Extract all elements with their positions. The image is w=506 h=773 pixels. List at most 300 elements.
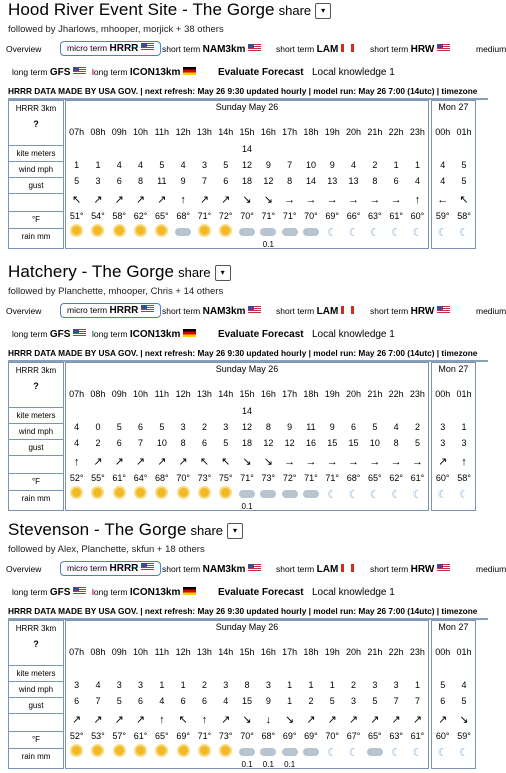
model-info-banner — [8, 606, 488, 616]
wind-cell: 11 — [306, 422, 316, 432]
cloud-icon — [258, 746, 279, 756]
share-button[interactable]: share — [278, 3, 312, 18]
sun-icon — [87, 488, 108, 499]
sun-icon — [151, 226, 172, 237]
moon-icon-shape: ☾ — [459, 489, 469, 501]
cloud-icon-shape — [239, 748, 255, 756]
wind-direction-arrow: → — [326, 456, 338, 468]
wind-cell: 12 — [242, 160, 253, 170]
cloud-icon-shape — [260, 228, 276, 236]
flag-ca-icon — [341, 564, 354, 572]
wind-cell: 5 — [440, 680, 446, 690]
gust-cell: 16 — [305, 438, 316, 448]
tab-model: LAM — [316, 564, 339, 575]
wind-direction-arrow: ↑ — [73, 456, 80, 468]
tab-short-hrw[interactable] — [370, 306, 450, 317]
gust-cell: 12 — [284, 438, 295, 448]
wind-cell: 6 — [351, 422, 357, 432]
moon-icon — [432, 488, 453, 501]
cloud-icon-shape — [239, 490, 255, 498]
hour-label: 18h — [303, 647, 319, 657]
tab-short-hrw[interactable] — [370, 564, 450, 575]
temp-cell: 52° — [69, 473, 84, 483]
wind-cell: 3 — [116, 680, 122, 690]
gust-cell: 14 — [305, 176, 316, 186]
gust-cell: 15 — [327, 438, 338, 448]
wind-direction-arrow: ↖ — [72, 194, 82, 206]
tab-model: LAM — [316, 306, 339, 317]
wind-cell: 4 — [351, 160, 357, 170]
wind-cell: 1 — [393, 160, 399, 170]
tab-label: medium — [476, 564, 506, 574]
wind-cell: 2 — [351, 680, 357, 690]
moon-icon — [386, 746, 407, 759]
sun-icon-shape — [136, 488, 145, 497]
hour-label: 16h — [260, 389, 276, 399]
gust-cell: 5 — [461, 176, 467, 186]
wind-cell: 3 — [223, 680, 229, 690]
tab-long-icon13km[interactable] — [92, 587, 196, 598]
evaluate-forecast-link[interactable]: Evaluate Forecast — [218, 587, 304, 598]
tab-overview[interactable] — [6, 564, 41, 574]
moon-icon-shape: ☾ — [348, 747, 359, 759]
cloud-icon-shape — [282, 228, 298, 236]
model-tabs — [0, 562, 506, 580]
wind-direction-arrow: ↗ — [199, 194, 210, 206]
temp-cell: 55° — [91, 473, 105, 483]
wind-cell: 5 — [159, 160, 165, 170]
spot-title[interactable]: Stevenson - The Gorge — [8, 520, 187, 539]
gust-cell: 9 — [265, 696, 271, 706]
tab-short-lam[interactable] — [276, 564, 354, 575]
tab-short-hrw[interactable] — [370, 44, 450, 55]
tab-short-lam[interactable] — [276, 44, 354, 55]
wind-direction-arrow: ↗ — [135, 714, 146, 726]
gust-cell: 6 — [138, 696, 144, 706]
gust-cell: 8 — [138, 176, 144, 186]
tab-micro-hrrr[interactable] — [60, 41, 161, 56]
tab-label: short term — [276, 306, 315, 316]
flag-us-icon — [73, 587, 86, 595]
followers-text[interactable]: followed by Jharlows, mhooper, morjick + 38 others — [8, 24, 224, 35]
cloud-icon-shape — [175, 228, 191, 236]
wind-direction-arrow: → — [326, 194, 338, 206]
gust-cell: 7 — [414, 696, 420, 706]
gust-cell: 4 — [74, 438, 80, 448]
wind-cell: 4 — [393, 422, 399, 432]
wind-cell: 3 — [440, 422, 446, 432]
cloud-icon — [258, 226, 279, 236]
sun-icon — [173, 488, 194, 499]
banner-source: HRRR DATA MADE BY USA GOV. — [8, 348, 138, 358]
share-button[interactable]: share — [190, 523, 224, 538]
moon-icon-shape: ☾ — [391, 489, 402, 501]
wind-cell: 8 — [265, 422, 271, 432]
followers-text[interactable]: followed by Alex, Planchette, skfun + 18 others — [8, 544, 205, 555]
moon-icon-shape: ☾ — [391, 227, 402, 239]
hour-label: 17h — [282, 127, 298, 137]
gust-cell: 5 — [116, 696, 122, 706]
gust-cell: 6 — [223, 176, 229, 186]
flag-de-icon — [183, 67, 196, 75]
wind-cell: 2 — [201, 680, 207, 690]
temp-cell: 61° — [133, 731, 148, 741]
local-knowledge-link[interactable] — [312, 329, 395, 340]
sun-icon — [151, 488, 172, 499]
tab-overview[interactable] — [6, 306, 41, 316]
wind-cell: 1 — [74, 160, 80, 170]
hour-label: 17h — [282, 389, 298, 399]
sun-icon — [130, 226, 151, 237]
wind-direction-arrow: ↘ — [285, 714, 295, 726]
temp-cell: 52° — [69, 731, 84, 741]
hour-label: 15h — [239, 389, 255, 399]
wind-direction-arrow: ← — [437, 194, 449, 206]
local-knowledge-label: Local knowledge — [312, 587, 387, 598]
hour-label: 20h — [346, 389, 362, 399]
hour-label: 22h — [388, 647, 404, 657]
gust-cell: 6 — [201, 438, 207, 448]
wind-cell: 1 — [308, 680, 314, 690]
temp-cell: 61° — [410, 473, 425, 483]
hour-label: 14h — [218, 389, 234, 399]
hour-label: 09h — [111, 647, 127, 657]
wind-direction-arrow: ↗ — [157, 456, 167, 468]
tab-model: HRRR — [109, 305, 139, 316]
gust-cell: 15 — [348, 438, 359, 448]
tab-short-nam3km[interactable] — [162, 306, 261, 317]
cloud-icon-shape — [303, 748, 319, 756]
tab-short-lam[interactable] — [276, 306, 354, 317]
temp-cell: 65° — [155, 731, 169, 741]
label-wind: wind mph — [9, 681, 63, 698]
gust-cell: 9 — [180, 176, 186, 186]
tab-label: long term — [92, 329, 128, 339]
wind-direction-arrow: ↗ — [438, 714, 448, 726]
tab-label: short term — [370, 44, 409, 54]
label-divider — [9, 713, 63, 732]
temp-cell: 70° — [176, 473, 190, 483]
label-column — [8, 620, 64, 769]
rain-cell: 0.1 — [241, 760, 253, 769]
temp-cell: 66° — [346, 211, 361, 221]
temp-cell: 54° — [91, 211, 105, 221]
wind-cell: 5 — [461, 160, 467, 170]
temp-cell: 67° — [346, 731, 361, 741]
spot-section — [0, 520, 506, 773]
label-temp: °F — [9, 731, 63, 748]
moon-icon-shape: ☾ — [412, 747, 423, 759]
tab-long-icon13km[interactable] — [92, 329, 196, 340]
hour-label: 00h — [435, 389, 451, 399]
wind-cell: 8 — [244, 680, 250, 690]
wind-cell: 1 — [461, 422, 467, 432]
flag-us-icon — [248, 306, 261, 314]
tab-micro-hrrr[interactable] — [60, 303, 161, 318]
hour-label: 21h — [367, 647, 383, 657]
wind-cell: 3 — [74, 680, 80, 690]
followers-text[interactable]: followed by Planchette, mhooper, Chris + 14 others — [8, 286, 224, 297]
wind-cell: 2 — [414, 422, 420, 432]
label-gust: gust — [9, 697, 63, 714]
temp-cell: 72° — [282, 473, 297, 483]
tab-long-icon13km[interactable] — [92, 67, 196, 78]
sun-icon-shape — [221, 488, 230, 497]
tab-micro-hrrr[interactable] — [60, 561, 161, 576]
sun-icon-shape — [136, 226, 145, 235]
moon-icon-shape: ☾ — [437, 227, 448, 239]
tab-short-nam3km[interactable] — [162, 44, 261, 55]
moon-icon — [364, 226, 385, 239]
wind-direction-arrow: ↘ — [263, 456, 273, 468]
flag-us-icon — [73, 67, 86, 75]
flag-us-icon — [248, 44, 261, 52]
tab-label: Overview — [6, 306, 42, 316]
gust-cell: 6 — [201, 696, 207, 706]
hour-label: 01h — [456, 127, 472, 137]
label-rain: rain mm — [9, 228, 63, 245]
day-header-monday: Mon 27 — [438, 102, 469, 112]
flag-us-icon — [73, 329, 86, 337]
hour-label: 07h — [69, 127, 85, 137]
label-rain: rain mm — [9, 748, 63, 765]
cloud-icon — [279, 488, 300, 498]
dropdown-button[interactable]: ▾ — [215, 265, 231, 281]
hour-label: 18h — [303, 127, 319, 137]
moon-icon-shape: ☾ — [459, 227, 469, 239]
sun-icon — [194, 746, 215, 757]
wind-cell: 4 — [95, 680, 101, 690]
gust-cell: 3 — [461, 438, 467, 448]
cloud-icon — [279, 226, 300, 236]
sun-icon-shape — [72, 488, 81, 497]
flag-us-icon — [437, 306, 450, 314]
hour-label: 22h — [388, 127, 404, 137]
tab-short-nam3km[interactable] — [162, 564, 261, 575]
label-column — [8, 362, 64, 511]
hour-label: 23h — [409, 389, 425, 399]
moon-icon — [343, 226, 364, 239]
tab-label: long term — [12, 67, 48, 77]
wind-direction-arrow: → — [390, 194, 402, 206]
temp-cell: 62° — [389, 473, 403, 483]
sun-icon-shape — [221, 226, 230, 235]
evaluate-forecast-link[interactable]: Evaluate Forecast — [218, 329, 304, 340]
wind-cell: 4 — [74, 422, 80, 432]
hour-label: 01h — [456, 389, 472, 399]
wind-cell: 3 — [138, 680, 144, 690]
banner-source: HRRR DATA MADE BY USA GOV. — [8, 86, 138, 96]
tab-model: NAM3km — [202, 306, 246, 317]
gust-cell: 2 — [308, 696, 314, 706]
tab-label: short term — [162, 44, 201, 54]
tab-model: HRW — [410, 44, 435, 55]
tab-long-gfs[interactable] — [12, 587, 86, 598]
spot-header — [8, 262, 231, 282]
wind-direction-arrow: ↗ — [72, 714, 82, 726]
sun-icon — [194, 226, 215, 237]
rain-cell: 0.1 — [241, 502, 253, 511]
wind-cell: 4 — [440, 160, 446, 170]
help-icon[interactable]: ? — [33, 119, 39, 129]
moon-icon-shape: ☾ — [391, 747, 402, 759]
day-header-sunday: Sunday May 26 — [215, 364, 279, 374]
wind-direction-arrow: → — [411, 456, 423, 468]
moon-icon — [453, 488, 474, 501]
temp-cell: 69° — [325, 211, 340, 221]
temp-cell: 70° — [240, 211, 254, 221]
moon-icon-shape: ☾ — [412, 489, 423, 501]
sun-icon-shape — [72, 746, 81, 755]
day-header-sunday: Sunday May 26 — [215, 102, 279, 112]
wind-direction-arrow: ↗ — [178, 456, 188, 468]
sun-icon-shape — [136, 746, 145, 755]
wind-direction-arrow: ↘ — [263, 194, 273, 206]
spot-title[interactable]: Hood River Event Site - The Gorge — [8, 0, 275, 19]
temp-cell: 68° — [155, 473, 169, 483]
spot-section — [0, 0, 506, 258]
dropdown-button[interactable]: ▾ — [315, 3, 331, 19]
gust-cell: 7 — [95, 696, 101, 706]
wind-direction-arrow: ↗ — [93, 456, 103, 468]
cloud-icon — [173, 226, 194, 236]
tab-model: NAM3km — [202, 44, 246, 55]
help-icon[interactable]: ? — [33, 381, 39, 391]
moon-icon-shape: ☾ — [412, 227, 423, 239]
temp-cell: 61° — [389, 211, 403, 221]
label-model: HRRR 3km — [15, 366, 57, 375]
label-wind: wind mph — [9, 423, 63, 440]
moon-icon — [386, 226, 407, 239]
temp-cell: 68° — [261, 731, 276, 741]
label-temp: °F — [9, 211, 63, 228]
sun-icon-shape — [115, 746, 124, 755]
temp-cell: 59° — [435, 211, 450, 221]
tab-medium[interactable] — [476, 564, 506, 574]
hour-label: 10h — [133, 389, 149, 399]
wind-direction-arrow: ↗ — [306, 714, 316, 726]
temp-cell: 70° — [325, 731, 340, 741]
cloud-icon — [300, 488, 321, 498]
wind-direction-arrow: ↘ — [459, 714, 469, 726]
tab-label: short term — [276, 564, 315, 574]
cloud-icon-shape — [239, 228, 255, 236]
wind-cell: 9 — [265, 160, 271, 170]
share-button[interactable]: share — [178, 265, 211, 280]
day-header-sunday: Sunday May 26 — [215, 622, 279, 632]
hour-label: 17h — [282, 647, 298, 657]
sun-icon-shape — [221, 746, 230, 755]
cloud-icon — [300, 226, 321, 236]
moon-icon-shape: ☾ — [369, 227, 380, 239]
wind-cell: 1 — [95, 160, 101, 170]
label-kite: kite meters — [9, 665, 63, 682]
wind-cell: 0 — [95, 422, 101, 432]
wind-direction-arrow: ↓ — [265, 714, 272, 726]
wind-cell: 3 — [180, 422, 186, 432]
flag-ca-icon — [341, 306, 354, 314]
spot-title[interactable]: Hatchery - The Gorge — [8, 262, 175, 281]
temp-cell: 64° — [133, 473, 148, 483]
hour-label: 21h — [367, 389, 383, 399]
rain-cell: 0.1 — [262, 240, 274, 249]
wind-direction-arrow: ↗ — [114, 194, 124, 206]
wind-direction-arrow: ↑ — [201, 714, 208, 726]
help-icon[interactable]: ? — [33, 639, 39, 649]
label-gust: gust — [9, 439, 63, 456]
moon-icon — [407, 488, 428, 501]
local-knowledge-link[interactable] — [312, 587, 395, 598]
sun-icon-shape — [93, 226, 102, 235]
sun-icon — [109, 488, 130, 499]
label-divider — [9, 193, 63, 212]
hour-label: 08h — [90, 127, 106, 137]
cloud-icon-shape — [367, 748, 383, 756]
gust-cell: 6 — [180, 696, 186, 706]
hour-label: 16h — [260, 127, 276, 137]
local-knowledge-count: 1 — [389, 67, 395, 78]
wind-cell: 5 — [223, 160, 229, 170]
wind-direction-arrow: ↑ — [159, 714, 165, 726]
wind-direction-arrow: → — [284, 194, 296, 206]
moon-icon — [432, 746, 453, 759]
sun-icon-shape — [115, 488, 124, 497]
sun-icon — [66, 746, 87, 757]
dropdown-button[interactable]: ▾ — [227, 523, 243, 539]
tab-label: micro term — [67, 305, 108, 315]
hour-label: 08h — [90, 389, 106, 399]
tab-overview[interactable] — [6, 44, 41, 54]
moon-icon — [453, 746, 474, 759]
temp-cell: 65° — [368, 731, 382, 741]
rain-cell: 0.1 — [284, 760, 296, 769]
local-knowledge-link[interactable] — [312, 67, 395, 78]
gust-cell: 7 — [393, 696, 399, 706]
tab-long-gfs[interactable] — [12, 329, 86, 340]
tab-medium[interactable] — [476, 306, 506, 316]
evaluate-forecast-link[interactable]: Evaluate Forecast — [218, 67, 304, 78]
moon-icon — [322, 226, 343, 239]
tab-label: long term — [92, 67, 128, 77]
local-knowledge-label: Local knowledge — [312, 329, 387, 340]
cloud-icon-shape — [260, 748, 276, 756]
cloud-icon — [364, 746, 385, 756]
wind-direction-arrow: ↗ — [327, 714, 337, 726]
wind-cell: 3 — [201, 160, 207, 170]
wind-direction-arrow: → — [390, 456, 402, 468]
tab-long-gfs[interactable] — [12, 67, 86, 78]
cloud-icon — [236, 226, 257, 236]
tab-model: ICON13km — [129, 329, 181, 340]
tab-label: short term — [162, 306, 201, 316]
banner-source: HRRR DATA MADE BY USA GOV. — [8, 606, 138, 616]
hour-label: 23h — [409, 127, 425, 137]
temp-cell: 68° — [346, 473, 361, 483]
wind-cell: 2 — [372, 160, 378, 170]
tab-label: medium — [476, 44, 506, 54]
model-tabs — [0, 304, 506, 322]
hour-label: 10h — [133, 127, 149, 137]
wind-cell: 1 — [329, 680, 335, 690]
gust-cell: 4 — [223, 696, 229, 706]
wind-cell: 1 — [414, 680, 420, 690]
tab-label: Overview — [6, 44, 42, 54]
gust-cell: 3 — [351, 696, 357, 706]
wind-cell: 1 — [159, 680, 165, 690]
wind-cell: 4 — [138, 160, 144, 170]
model-tabs — [0, 42, 506, 60]
tab-medium[interactable] — [476, 44, 506, 54]
